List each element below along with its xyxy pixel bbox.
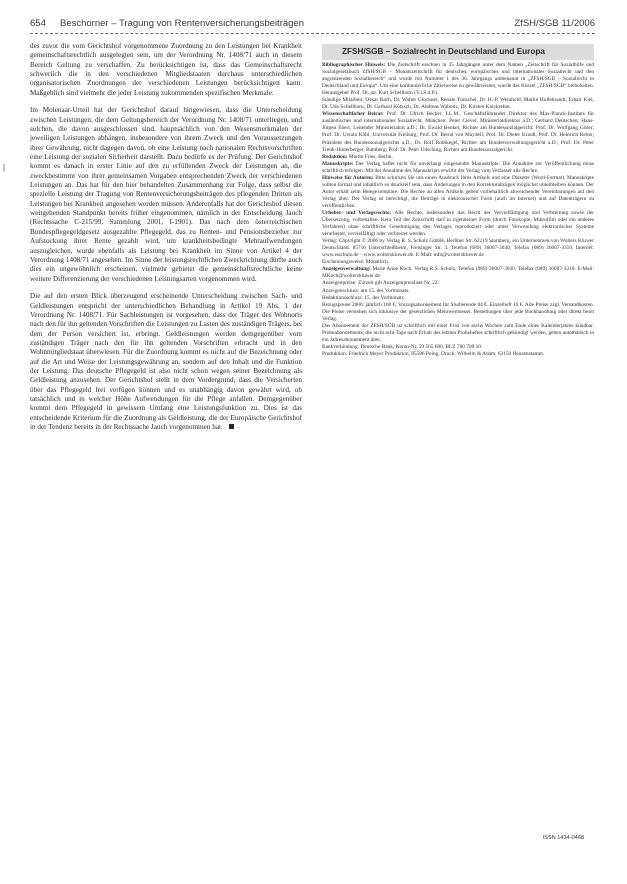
imprint-label: Urheber- und Verlagsrechte: xyxy=(322,209,395,216)
imprint-text: Verlag: Copyright © 2006 by Verlag R. S. Schulz GmbH, Berliner Str. 62219 Starnberg, ein Unternehmen von Wolters Kluwer Deutschland. 85716 Unterschleißheim, Freisinger Str. 3. Telefon (089) 36007-3030, Telefax (089) 36007-3310. Internet: www.rsschulz.de – www.wolterskluwer.de. E-Mail: info@wolterskluwer.de xyxy=(322,238,594,259)
imprint-paragraph xyxy=(322,351,594,358)
imprint-text: Bitte schicken Sie uns einen Ausdruck Ihres Artikels und eine Diskette (Word-Format). Manuskripte sollten formal und inhaltlich so druckreif sein, dass Änderungen in den Korrekturabzügen möglichst unterbleiben können. Der Autor erhält zehn Belegexemplare. Die Rechte an allen Artikeln gehen vorbehaltlich abweichender Vereinbarungen auf den Verlag über. Der Verlag ist berechtigt, die Beiträge in elektronischer Form (auch im Internet) und auf Datenträgern zu veröffentlichen. xyxy=(322,174,594,209)
imprint-text: Der Verlag haftet nicht für unverlangt eingesandte Manuskripte. Die Annahme zur Veröffentlichung muss schriftlich erfolgen. Mit der Annahme des Manuskripts erwirbt der Verlag vom Verfasser alle Rechte. xyxy=(322,160,594,174)
page-number: 654 xyxy=(30,18,46,29)
imprint-text: Marie Anne Koch, Verlag R.S. Schulz, Telefon (089) 36007-3030, Telefax (089) 36007-3310. E-Mail: MKoch@wolterskluwer.de xyxy=(322,266,594,280)
imprint-paragraph xyxy=(322,161,594,175)
running-header xyxy=(30,17,595,31)
end-of-article-mark xyxy=(229,424,234,429)
imprint-paragraph xyxy=(322,280,594,287)
imprint-body xyxy=(322,62,594,358)
imprint-text: Anzeigenpreise: Zurzeit gilt Anzeigenpreisliste Nr. 22. xyxy=(322,280,439,287)
imprint-text: Anzeigenschluss: am 15. des Vormonats. xyxy=(322,287,410,294)
header-rule xyxy=(30,33,595,34)
body-paragraph: Im Molenaar-Urteil hat der Gerichtshof darauf hingewiesen, dass die Unterscheidung zwischen Leistungen, die dem Geltungsbereich der Verordnung Nr. 1408/71 unterliegen, und solchen, die davon ausgeschlossen sind, hauptsächlich von den Wesensmerkmalen der jeweiligen Leistungen abhängen, insbesondere von ihrem Zweck und den Voraussetzungen ihrer Gewährung, nicht dagegen davon, ob eine Leistung nach nationalen Rechtsvorschriften eine Leistung der sozialen Sicherheit darstellt. Dazu bedürfe es der Prüfung. Der Gerichtshof kommt es danach in erster Linie auf den zu erfüllenden Zweck der Leistungen an, die zweckbestimmt von ihrer gemeinsamen Vorgaben entsprechenden Zweck der verschiedenen Leistungen an. Das hat für den hier behandelten Zusammenhang zur Folge, dass selbst die spezielle Leistung der Tragung von Rentenversicherungsbeiträgen des pflegenden Dritten als Leistungen bei Krankheit angesehen werden müssen. Anderenfalls hat der Gerichtshof diesen weitgehenden Standpunkt bereits früher eingenommen, nämlich in der Entscheidung Jauch (Rechtssache C-215/99, Sammlung 2001, I-1901). Das nach dem österreichischen Bundespflegegeldgesetz ausgezahlte Pflegegeld, das zu Renten- und Pensionsbezieher zur Aufstockung ihrer Rente gezahlt wird, um krankheitsbedingte Mehraufwendungen auszugleichen, wurde ebenfalls als Leistung bei Krankheit im Sinne von Artikel 4 der Verordnung 1408/71 angesehen. Im Sinne der leistungsrechtlichen Zweckrichtung dürfte auch dies ein ungewöhnlich erscheinen, vielmehr gebietet die gemeinschaftsrechtliche keine weitere Differenzierung der verschiedenen Leistungsarten vorgenommen wird. xyxy=(30,106,302,283)
imprint-paragraph xyxy=(322,288,594,295)
imprint-title: ZFSH/SGB – Sozialrecht in Deutschland und Europa xyxy=(322,44,594,60)
imprint-text: Das Abonnement der ZFSH/SGB ist schriftlich mit einer Frist von sechs Wochen zum Ende eines Kalenderjahres kündbar. Probeabonnements, die nicht acht Tage nach Erhalt des letzten Probeheftes schriftlich gekündigt werden, gehen automatisch in ein Jahresabonnement über. xyxy=(322,322,594,343)
imprint-label: Anzeigenverwaltung: xyxy=(322,266,373,273)
imprint-text: Martin Fries, Berlin. xyxy=(348,153,393,160)
imprint-paragraph xyxy=(322,111,594,153)
body-paragraph: des zuvor die vom Gerichtshof vorgenommene Zuordnung zu den Leistungen bei Krankheit gemeinschaftsrechtlich ausgelegten sein, um der Verordnung Nr. 1408/71 auch in diesem Bereich Geltung zu verschaffen. Zu berücksichtigen ist, dass das Gemeinschaftsrecht schwerlich die in den verschiedenen Mitgliedstaaten durchaus unterschiedlichen organisatorischen Zuordnungen der verschiedenen Leistungen berücksichtigen kann. Maßgeblich sind vielmehr die jeder Leistung zukommenden spezifischen Merkmale. xyxy=(30,42,302,97)
imprint-label: Manuskripte: xyxy=(322,160,356,167)
imprint-text: Bezugspreise 2006: jährlich 168 €, Vorzugsabonnement für Studierende 84 €. Einzelheft 16 €. Alle Preise zzgl. Versandkosten. Die Preise verstehen sich inklusive der gesetzlichen Mehrwertsteuer. Bestellungen über jede Buchhandlung oder direkt beim Verlag. xyxy=(322,301,594,322)
imprint-text: Redaktionsschluss: 15. des Vormonats. xyxy=(322,294,406,301)
imprint-paragraph xyxy=(322,323,594,344)
running-title: Beschorner – Tragung von Rentenversicherungsbeiträgen xyxy=(60,18,304,29)
imprint-text: Produktion: Friedrich Meyer Produktion, 85586 Poing. Druck: Wilhelm & Adam, 63150 Heusenstamm. xyxy=(322,350,545,357)
imprint-paragraph xyxy=(322,344,594,351)
imprint-text: Bankverbindung: Deutsche Bank, Konto-Nr. 59 565 600, BLZ 700 700 10. xyxy=(322,343,483,350)
imprint-label: Hinweise für Autoren: xyxy=(322,174,376,181)
imprint-paragraph xyxy=(322,175,594,210)
imprint-paragraph xyxy=(322,302,594,323)
journal-issue: ZfSH/SGB 11/2006 xyxy=(514,18,595,29)
imprint-paragraph xyxy=(322,238,594,259)
body-paragraph xyxy=(30,292,302,432)
imprint-text: Alle Rechte, insbesondere das Recht der Vervielfältigung und Verbreitung sowie der Übersetzung, vorbehalten. Kein Teil der Zeitschrift darf in irgendeiner Form (durch Fotokopie, Mikrofilm oder ein anderes Verfahren) ohne schriftliche Genehmigung des Verlages reproduziert oder unter Verwendung elektronischer Systeme verarbeitet, vervielfältigt oder verbreitet werden. xyxy=(322,209,594,238)
body-paragraph-text: Die auf den ersten Blick überzeugend erscheinende Unterscheidung zwischen Sach- und Geldleistungen entspricht der unterschiedlichen Behandlung in Artikel 19 Abs. 1 der Verordnung Nr. 1408/71. Für Sachleistungen ist vorgesehen, dass der Träger des Wohnorts nach den für ihn geltenden Vorschriften die Leistungen zu Lasten des zuständigen Trägers, bei dem der Person versichert ist, erbringt. Geldleistungen werden demgegenüber vom zuständigen Träger nach den für ihn geltenden Vorschriften erbracht und in den Wohnmitgliedstaat überwiesen. Für die Zuordnung kommt es nicht auf die Bezeichnung oder auf die Art und Weise der Leistungsgewährung an, sondern auf den Inhalt und die Funktion der Leistung. Das deutsche Pflegegeld ist also nicht schon wegen seiner Bezeichnung als Geldleistung anzusehen. Der Gerichtshof stellt in dem Vordergrund, dass die Versicherten über das Pflegegeld frei verfügen können und es unabhängig davon gewährt wird, ob tatsächlich und in welcher Höhe Aufwendungen für die Pflege anfallen. Demgegenüber kommt dem Pflegegeld in gewissem Umfang eine Leistungsfunktion zu. Dies ist das entscheidende Kriterium für die Zuordnung als Geldleistung, die der Europäische Gerichtshof in der Tendenz bereits in der Rechtssache Jauch vorgenommen hat. xyxy=(30,292,302,431)
imprint-paragraph xyxy=(322,154,594,161)
imprint-text: Ständige Mitarbeit: Oskar Bach, Dr. Walter Glockner, Renate Tünschel, Dr. H.-P. Weinhold, Martin Hullebrandt, Erhart Kiel, Dr. Udo Schellhorn, Dr. Gerhard Kötzsch, Dr. Andreas Wabnitz, Dr. Kirsten Knickrehm. xyxy=(322,97,594,111)
imprint-paragraph xyxy=(322,97,594,111)
imprint-paragraph xyxy=(322,210,594,238)
imprint-paragraph xyxy=(322,295,594,302)
issn-number: ISSN 1434-0468 xyxy=(542,835,584,841)
imprint-label: Wissenschaftlicher Beirat: xyxy=(322,111,387,118)
imprint-label: Bibliographischer Hinweis: xyxy=(322,62,388,68)
margin-mark: | xyxy=(3,163,6,172)
imprint-text: Erscheinungsweise: Monatlich. xyxy=(322,259,390,266)
imprint-text: Die Zeitschrift erschien in 35 Jahrgängen unter dem Namen „Zeitschrift für Sozialhilfe und Sozialgesetzbuch ZfSH/SGB – Monatszeitschrift für deutsches, europäisches und internationales Sozialrecht und den angrenzenden Sozialbereich“ und wurde mit Nummer 1 des 36. Jahrgangs umbenannt in „ZFSH/SGB – Sozialrecht in Deutschland und Europa“. Um eine kontinuierliche Zitierweise zu gewährleisten, wurde das Kürzel „ZFSH/SGB“ beibehalten. Herausgeber Prof. Dr. jur. Kurt Schellhorn (V.i.S.d.P.). xyxy=(322,62,594,97)
article-body-column xyxy=(30,42,302,441)
imprint-paragraph xyxy=(322,266,594,280)
imprint-column xyxy=(322,44,594,358)
imprint-text: Prof. Dr. Ulrich Becker, LL.M., Geschäftsführender Direktor des Max-Planck-Instituts für ausländisches und internationales Sozialrecht, München; Peter Clever, Ministerialdirektor a.D.; Gerhard Deutschen; Hans-Jürgen Ebert, Leitender Ministerialrat a.D.; Dr. Ewald Benkel, Richter am Bundessozialgericht; Prof. Dr. Wolfgang Gitter; Prof. Dr. Ursula Köbl, Universität Freiburg; Prof. Dr. Bernd von Maydell; Prof. Dr. Dieter Krauß; Prof. Dr. Heinrich Reiter, Präsident des Bundessozialgerichts a.D.; Dr. Rolf Rothkegel, Richter am Bundesverwaltungsgericht a.D.; Prof. Dr. Peter Trenk-Hinterberger, Bamberg; Prof. Dr. Peter Udsching, Richter am Bundessozialgericht. xyxy=(322,111,594,153)
imprint-label: Redaktion: xyxy=(322,153,349,160)
imprint-paragraph xyxy=(322,62,594,97)
